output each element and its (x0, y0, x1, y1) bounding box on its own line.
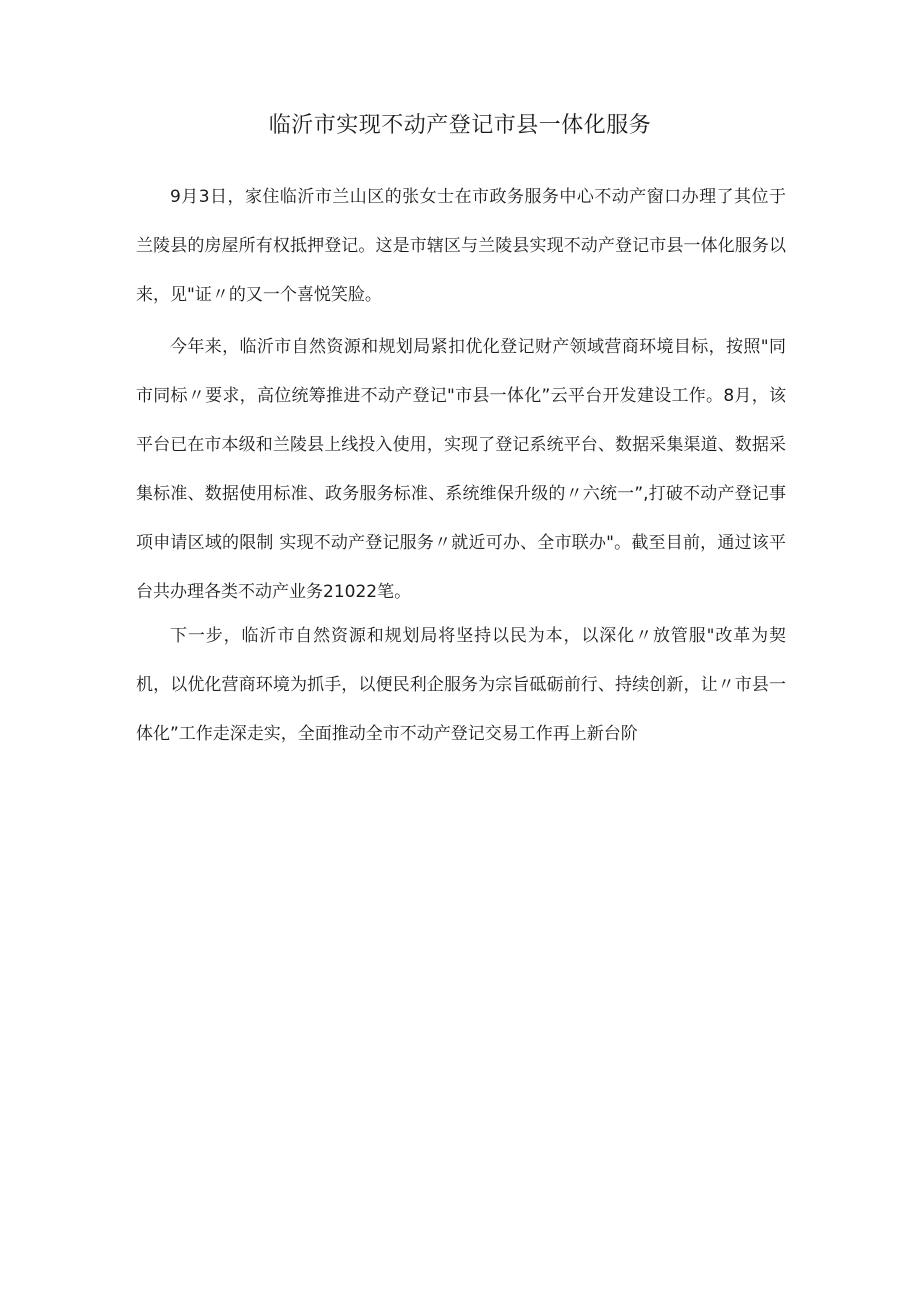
document-title: 临沂市实现不动产登记市县一体化服务 (268, 113, 652, 138)
paragraph-2: 今年来，临沂市自然资源和规划局紧扣优化登记财产领域营商环境目标，按照"同市同标〃要求，高位统筹推进不动产登记"市县一体化”云平台开发建设工作。8月，该平台已在市本级和兰陵县上线投入使用，实现了登记系统平台、数据采集渠道、数据采集标准、数据使用标准、政务服务标准、系统维保升级的〃六统一”,打破不动产登记事项申请区域的限制 实现不动产登记服务〃就近可办、全市联办"。截至目前，通过该平台共办理各类不动产业务21022笔。 (136, 337, 786, 602)
paragraph-1: 9月3日，家住临沂市兰山区的张女士在市政务服务中心不动产窗口办理了其位于兰陵县的房屋所有权抵押登记。这是市辖区与兰陵县实现不动产登记市县一体化服务以来，见"证〃的又一个喜悦笑脸。 (136, 187, 786, 305)
paragraph-3: 下一步，临沂市自然资源和规划局将坚持以民为本，以深化〃放管服"改革为契机，以优化营商环境为抓手，以便民利企服务为宗旨砥砺前行、持续创新，让〃市县一体化”工作走深走实，全面推动全市不动产登记交易工作再上新台阶 (136, 626, 786, 744)
